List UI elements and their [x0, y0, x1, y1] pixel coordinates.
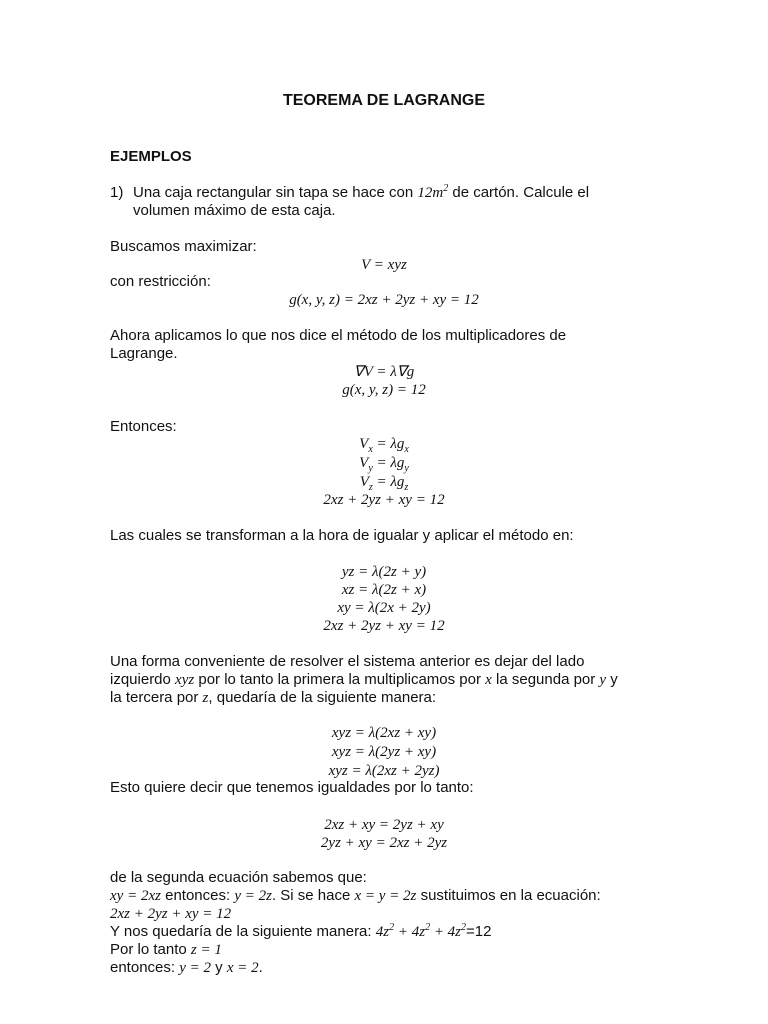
- equation-partial-z: $V_z = \lambda g_z$: [359, 474, 409, 493]
- equation-volume: V = xyz: [361, 257, 407, 273]
- equation-partial-x: $V_x = \lambda g_x$: [359, 436, 409, 455]
- system2-eq-1: xyz = λ(2xz + xy): [331, 725, 437, 741]
- restriction-label: con restricción:: [110, 273, 211, 290]
- derivation-line-1: xy = 2xz entonces: y = 2z. Si se hace x = y = 2z sustituimos en la ecuación:: [110, 887, 601, 904]
- problem-number: 1): [110, 184, 124, 201]
- second-equation-text: de la segunda ecuación sabemos que:: [110, 869, 367, 886]
- system1-eq-2: xz = λ(2z + x): [341, 582, 427, 598]
- convenient-line-2: izquierdo xyz por lo tanto la primera la multiplicamos por x la segunda por y y: [110, 671, 618, 688]
- problem-line-2: volumen máximo de esta caja.: [133, 202, 336, 219]
- method-line-1: Ahora aplicamos lo que nos dice el método de los multiplicadores de: [110, 327, 567, 344]
- system1-eq-1: yz = λ(2z + y): [341, 564, 427, 580]
- equation-constraint-repeat: 2xz + 2yz + xy = 12: [323, 492, 445, 508]
- equalities-text: Esto quiere decir que tenemos igualdades por lo tanto:: [110, 779, 474, 796]
- page-title: TEOREMA DE LAGRANGE: [282, 92, 486, 109]
- system1-eq-4: 2xz + 2yz + xy = 12: [323, 618, 445, 634]
- system3-eq-1: 2xz + xy = 2yz + xy: [324, 817, 444, 833]
- section-heading: EJEMPLOS: [110, 148, 192, 165]
- derivation-line-4: Por lo tanto z = 1: [110, 941, 222, 958]
- convenient-line-3: la tercera por z, quedaría de la siguiente manera:: [110, 689, 437, 706]
- derivation-line-5: entonces: y = 2 y x = 2.: [110, 959, 263, 976]
- equation-g-12: g(x, y, z) = 12: [342, 382, 426, 398]
- system3-eq-2: 2yz + xy = 2xz + 2yz: [320, 835, 448, 851]
- then-label: Entonces:: [110, 418, 177, 435]
- derivation-line-3: Y nos quedaría de la siguiente manera: $4z^2 + 4z^2 + 4z^2=12$: [110, 922, 492, 940]
- equation-constraint: g(x, y, z) = 2xz + 2yz + xy = 12: [289, 292, 479, 308]
- equation-gradient: ∇V = λ∇g: [353, 364, 415, 380]
- system2-eq-3: xyz = λ(2xz + 2yz): [328, 763, 440, 779]
- equation-partial-y: $V_y = \lambda g_y$: [359, 455, 409, 474]
- method-line-2: Lagrange.: [110, 345, 178, 362]
- system1-eq-3: xy = λ(2x + 2y): [337, 600, 431, 616]
- derivation-line-2: 2xz + 2yz + xy = 12: [110, 906, 232, 922]
- transform-text: Las cuales se transforman a la hora de igualar y aplicar el método en:: [110, 527, 574, 544]
- convenient-line-1: Una forma conveniente de resolver el sistema anterior es dejar del lado: [110, 653, 585, 670]
- system2-eq-2: xyz = λ(2yz + xy): [331, 744, 437, 760]
- problem-line-1: Una caja rectangular sin tapa se hace con $12m^2$ de cartón. Calcule el: [133, 183, 590, 201]
- maximize-label: Buscamos maximizar:: [110, 238, 257, 255]
